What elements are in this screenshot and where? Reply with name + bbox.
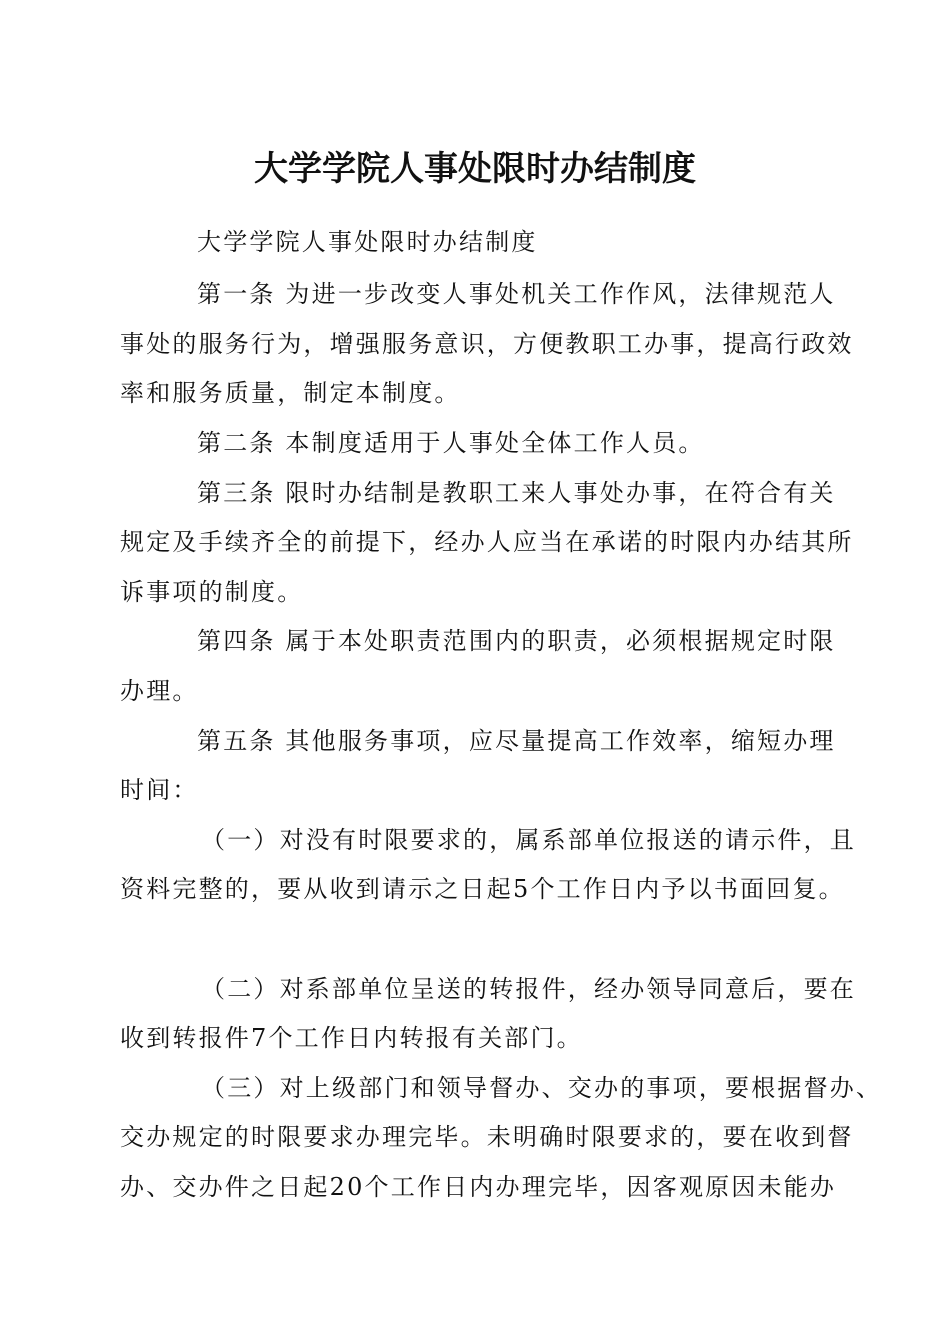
paragraph-line: 收到转报件7个工作日内转报有关部门。 xyxy=(120,1024,583,1052)
paragraph-line: （一）对没有时限要求的，属系部单位报送的请示件，且 xyxy=(201,826,856,854)
paragraph-line: 第五条 其他服务事项，应尽量提高工作效率，缩短办理 xyxy=(197,727,836,755)
paragraph-line: 办理。 xyxy=(120,677,199,705)
paragraph-line: 第三条 限时办结制是教职工来人事处办事，在符合有关 xyxy=(197,479,836,507)
paragraph-line: 第二条 本制度适用于人事处全体工作人员。 xyxy=(197,429,705,457)
paragraph-line: （三）对上级部门和领导督办、交办的事项，要根据督办、 xyxy=(201,1074,883,1102)
paragraph-line: 资料完整的，要从收到请示之日起5个工作日内予以书面回复。 xyxy=(120,875,845,903)
paragraph-line: 交办规定的时限要求办理完毕。未明确时限要求的，要在收到督 xyxy=(120,1123,854,1151)
paragraph-line: 办、交办件之日起20个工作日内办理完毕，因客观原因未能办 xyxy=(120,1173,837,1201)
document-title: 大学学院人事处限时办结制度 xyxy=(254,149,696,189)
subtitle-line: 大学学院人事处限时办结制度 xyxy=(197,228,538,256)
paragraph-line: 时间： xyxy=(120,776,199,804)
paragraph-line: 规定及手续齐全的前提下，经办人应当在承诺的时限内办结其所 xyxy=(120,528,854,556)
paragraph-line: 诉事项的制度。 xyxy=(120,578,304,606)
paragraph-line: 第一条 为进一步改变人事处机关工作作风，法律规范人 xyxy=(197,280,836,308)
paragraph-line: 第四条 属于本处职责范围内的职责，必须根据规定时限 xyxy=(197,627,836,655)
paragraph-line: （二）对系部单位呈送的转报件，经办领导同意后，要在 xyxy=(201,975,856,1003)
paragraph-line: 率和服务质量，制定本制度。 xyxy=(120,379,461,407)
paragraph-line: 事处的服务行为，增强服务意识，方便教职工办事，提高行政效 xyxy=(120,330,854,358)
